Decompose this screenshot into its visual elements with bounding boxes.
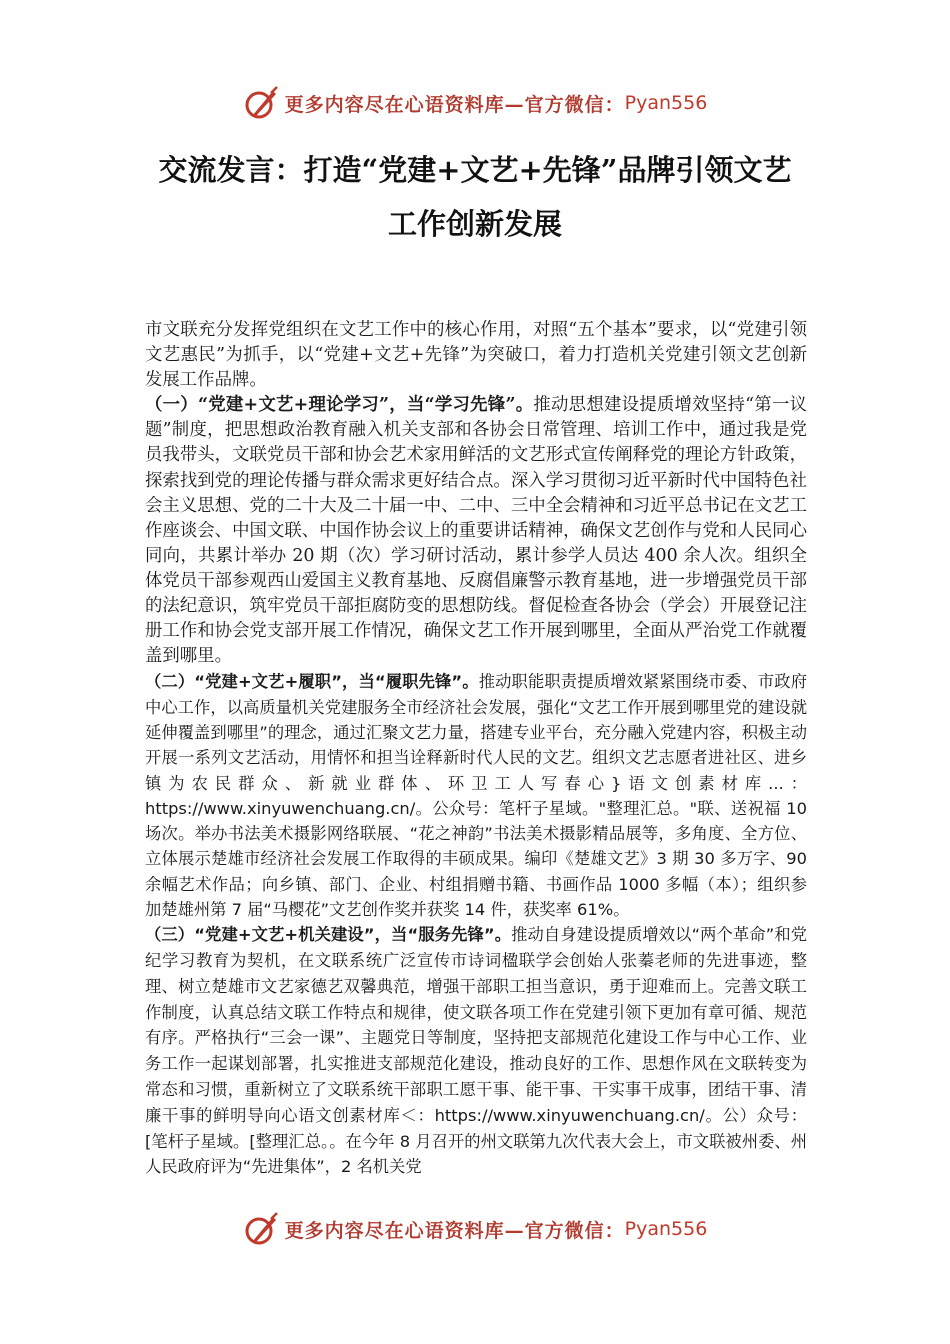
document-title-line2: 工作创新发展: [387, 207, 562, 241]
section1-heading: （一）“党建+文艺+理论学习”，当“学习先锋”。: [145, 395, 534, 416]
document-body: [145, 318, 807, 1180]
section2-text: 推动职能职责提质增效紧紧围绕市委、市政府中心工作，以高质量机关党建服务全市经济社会发展，强化“文艺工作开展到哪里党的建设就延伸覆盖到哪里”的理念，通过汇聚文艺力量，搭建专业平台，充分融入党建内容，积极主动开展一系列文艺活动，用情怀和担当诠释新时代人民的文艺。组织文艺志愿者进社区、进乡镇为农民群众、新就业群体、环卫工人写春心}语文创素材库...：https://www.xinyuwenchuang.cn/。公众号：笔杆子星域。"整理汇总。"联、送祝福 10 场次。举办书法美术摄影网络联展、“花之神韵”书法美术摄影精品展等，多角度、全方位、立体展示楚雄市经济社会发展工作取得的丰硕成果。编印《楚雄文艺》3 期 30 多万字、90 余幅艺术作品；向乡镇、部门、企业、村组捐赠书籍、书画作品 1000 多幅（本）；组织参加楚雄州第 7 届“马樱花”文艺创作奖并获奖 14 件，获奖率 61%。: [145, 672, 807, 919]
section3-paragraph: [145, 922, 807, 1180]
brand-text: 更多内容尽在心语资料库—官方微信：: [284, 93, 625, 116]
section2-paragraph: [145, 669, 807, 922]
section2-heading: （二）“党建+文艺+履职”，当“履职先锋”。: [145, 672, 479, 692]
section3-heading: （三）“党建+文艺+机关建设”，当“服务先锋”。: [145, 925, 512, 945]
brand-banner-bottom: [0, 1209, 950, 1249]
intro-paragraph: 市文联充分发挥党组织在文艺工作中的核心作用，对照“五个基本”要求，以“党建引领文艺惠民”为抓手，以“党建+文艺+先锋”为突破口，着力打造机关党建引领文艺创新发展工作品牌。: [145, 320, 807, 391]
section1-paragraph: [145, 393, 807, 669]
quill-logo-icon: [243, 85, 279, 121]
brand-wechat-id: Pyan556: [624, 92, 708, 114]
quill-logo-icon: [243, 1211, 279, 1247]
document-title-line1: 交流发言：打造“党建+文艺+先锋”品牌引领文艺: [158, 153, 792, 187]
brand-wechat-id: Pyan556: [624, 1218, 708, 1240]
brand-text: 更多内容尽在心语资料库—官方微信：: [284, 1219, 625, 1242]
section1-text: 推动思想建设提质增效坚持“第一议题”制度，把思想政治教育融入机关支部和各协会日常管理、培训工作中，通过我是党员我带头，文联党员干部和协会艺术家用鲜活的文艺形式宣传阐释党的理论方针政策，探索找到党的理论传播与群众需求更好结合点。深入学习贯彻习近平新时代中国特色社会主义思想、党的二十大及二十届一中、二中、三中全会精神和习近平总书记在文艺工作座谈会、中国文联、中国作协会议上的重要讲话精神，确保文艺创作与党和人民同心同向，共累计举办 20 期（次）学习研讨活动，累计参学人员达 400 余人次。组织全体党员干部参观西山爱国主义教育基地、反腐倡廉警示教育基地，进一步增强党员干部的法纪意识，筑牢党员干部拒腐防变的思想防线。督促检查各协会（学会）开展登记注册工作和协会党支部开展工作情况，确保文艺工作开展到哪里，全面从严治党工作就覆盖到哪里。: [145, 395, 807, 667]
brand-banner-top: [0, 83, 950, 123]
section3-text: 推动自身建设提质增效以“两个革命”和党纪学习教育为契机，在文联系统广泛宣传市诗词楹联学会创始人张蓁老师的先进事迹，整理、树立楚雄市文艺家德艺双馨典范，增强干部职工担当意识，勇于迎难而上。完善文联工作制度，认真总结文联工作特点和规律，使文联各项工作在党建引领下更加有章可循、规范有序。严格执行“三会一课”、主题党日等制度，坚持把支部规范化建设工作与中心工作、业务工作一起谋划部署，扎实推进支部规范化建设，推动良好的工作、思想作风在文联转变为常态和习惯，重新树立了文联系统干部职工愿干事、能干事、干实事干成事，团结干事、清廉干事的鲜明导向心语文创素材库＜：https://www.xinyuwenchuang.cn/。公）众号：[笔杆子星域。[整理汇总。。在今年 8 月召开的州文联第九次代表大会上，市文联被州委、州人民政府评为“先进集体”，2 名机关党: [145, 925, 808, 1177]
